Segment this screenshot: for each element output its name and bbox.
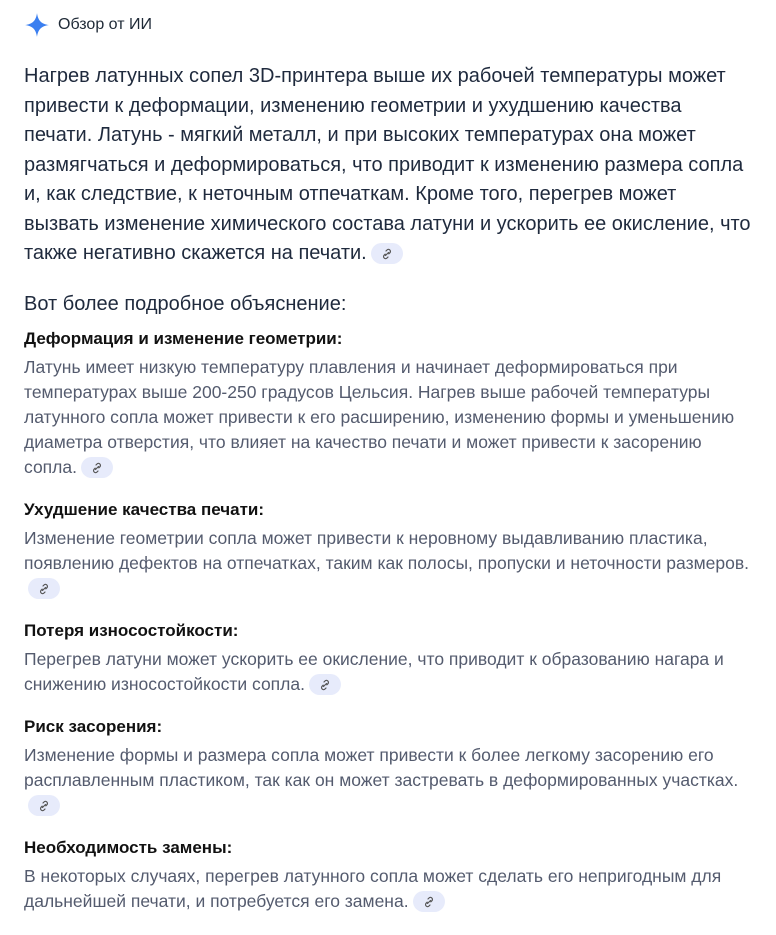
- link-icon: [381, 248, 393, 260]
- ai-overview-header: [24, 0, 752, 50]
- section-body: [24, 355, 754, 480]
- link-icon: [38, 800, 50, 812]
- link-icon: [423, 896, 435, 908]
- section-title: Ухудшение качества печати:: [24, 499, 265, 519]
- section-body: [24, 647, 754, 697]
- source-link-button[interactable]: [81, 457, 113, 478]
- section-body: [24, 526, 754, 601]
- section-title: Необходимость замены:: [24, 837, 233, 857]
- ai-overview-title: Обзор от ИИ: [58, 16, 152, 33]
- source-link-button[interactable]: [371, 243, 403, 264]
- section-title: Потеря износостойкости:: [24, 620, 239, 640]
- intro-text: Нагрев латунных сопел 3D-принтера выше их рабочей температуры может привести к деформации, изменению геометрии и ухудшению качества печати. Латунь - мягкий металл, и при высоких температурах она может размягчаться и деформироваться, что приводит к изменению размера сопла и, как следствие, к неточным отпечаткам. Кроме того, перегрев может вызвать изменение химического состава латуни и ускорить ее окисление, что также негативно скажется на печати.: [24, 65, 751, 264]
- section-body: [24, 743, 754, 818]
- source-link-button[interactable]: [28, 578, 60, 599]
- link-icon: [91, 462, 103, 474]
- section-text: Латунь имеет низкую температуру плавления и начинает деформироваться при температурах выше 200-250 градусов Цельсия. Нагрев выше рабочей температуры латунного сопла может привести к его расширению, изменению формы и уменьшению диаметра отверстия, что влияет на качество печати и может привести к засорению сопла.: [24, 356, 735, 477]
- section-title: Деформация и изменение геометрии:: [24, 328, 343, 348]
- section-text: Перегрев латуни может ускорить ее окисление, что приводит к образованию нагара и снижению износостойкости сопла.: [24, 648, 724, 694]
- section-list: [24, 329, 752, 914]
- section-title: Риск засорения:: [24, 716, 163, 736]
- source-link-button[interactable]: [28, 795, 60, 816]
- source-link-button[interactable]: [413, 891, 445, 912]
- link-icon: [38, 583, 50, 595]
- section-text: Изменение формы и размера сопла может привести к более легкому засорению его расплавленным пластиком, так как он может застревать в деформированных участках.: [24, 744, 739, 790]
- source-link-button[interactable]: [309, 674, 341, 695]
- intro-paragraph: [24, 62, 754, 269]
- subheading: Вот более подробное объяснение:: [24, 292, 347, 315]
- section-text: В некоторых случаях, перегрев латунного сопла может сделать его непригодным для дальнейшей печати, и потребуется его замена.: [24, 865, 722, 911]
- section-text: Изменение геометрии сопла может привести к неровному выдавливанию пластика, появлению дефектов на отпечатках, таким как полосы, пропуски и неточности размеров.: [24, 527, 749, 573]
- sparkle-icon: [24, 12, 50, 38]
- section-body: [24, 864, 754, 914]
- link-icon: [319, 679, 331, 691]
